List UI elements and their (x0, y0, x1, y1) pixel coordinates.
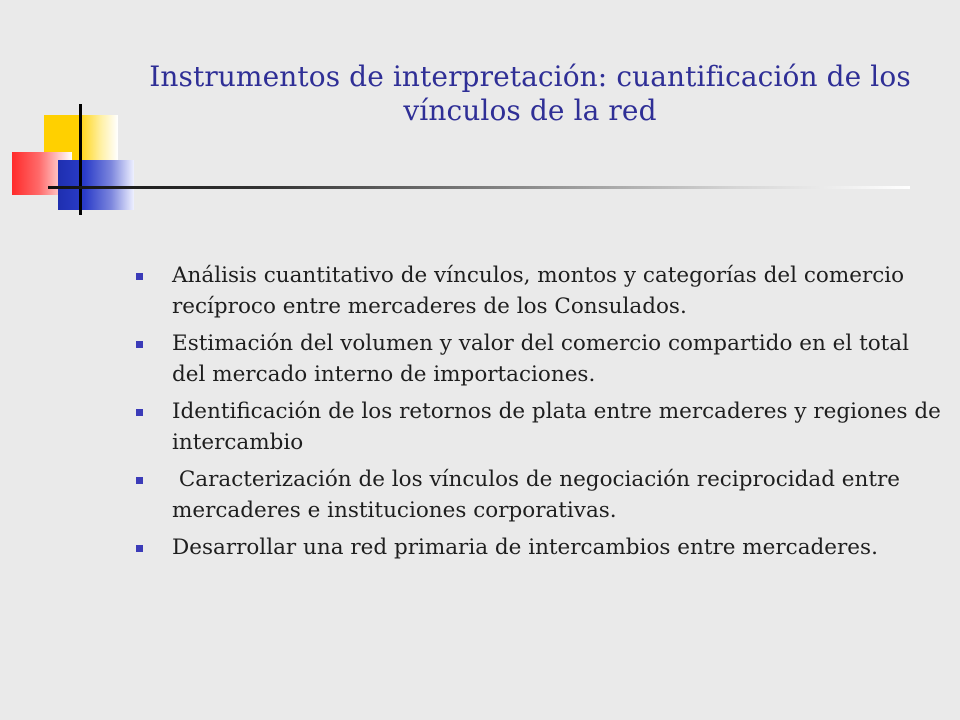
bullet-item (132, 396, 942, 458)
bullet-text: Análisis cuantitativo de vínculos, montos y categorías del comercio recíproco entre mercaderes de los Consulados. (172, 263, 905, 319)
bullet-item (132, 532, 942, 563)
title-underline-rule (48, 186, 910, 189)
square-bullet-icon (136, 341, 143, 348)
square-bullet-icon (136, 545, 143, 552)
bullet-text: Identificación de los retornos de plata entre mercaderes y regiones de intercambio (172, 399, 941, 455)
bullet-text: Estimación del volumen y valor del comercio compartido en el total del mercado interno de importaciones. (172, 331, 909, 387)
square-bullet-icon (136, 477, 143, 484)
bullet-list (132, 260, 942, 569)
bullet-item (132, 464, 942, 526)
slide-title: Instrumentos de interpretación: cuantificación de los vínculos de la red (149, 60, 911, 127)
bullet-text: Desarrollar una red primaria de intercambios entre mercaderes. (172, 535, 878, 560)
bullet-item (132, 260, 942, 322)
vertical-rule (79, 104, 82, 215)
blue-square (58, 160, 134, 210)
square-bullet-icon (136, 273, 143, 280)
square-bullet-icon (136, 409, 143, 416)
bullet-text: Caracterización de los vínculos de negociación reciprocidad entre mercaderes e instituciones corporativas. (172, 467, 907, 523)
bullet-item (132, 328, 942, 390)
